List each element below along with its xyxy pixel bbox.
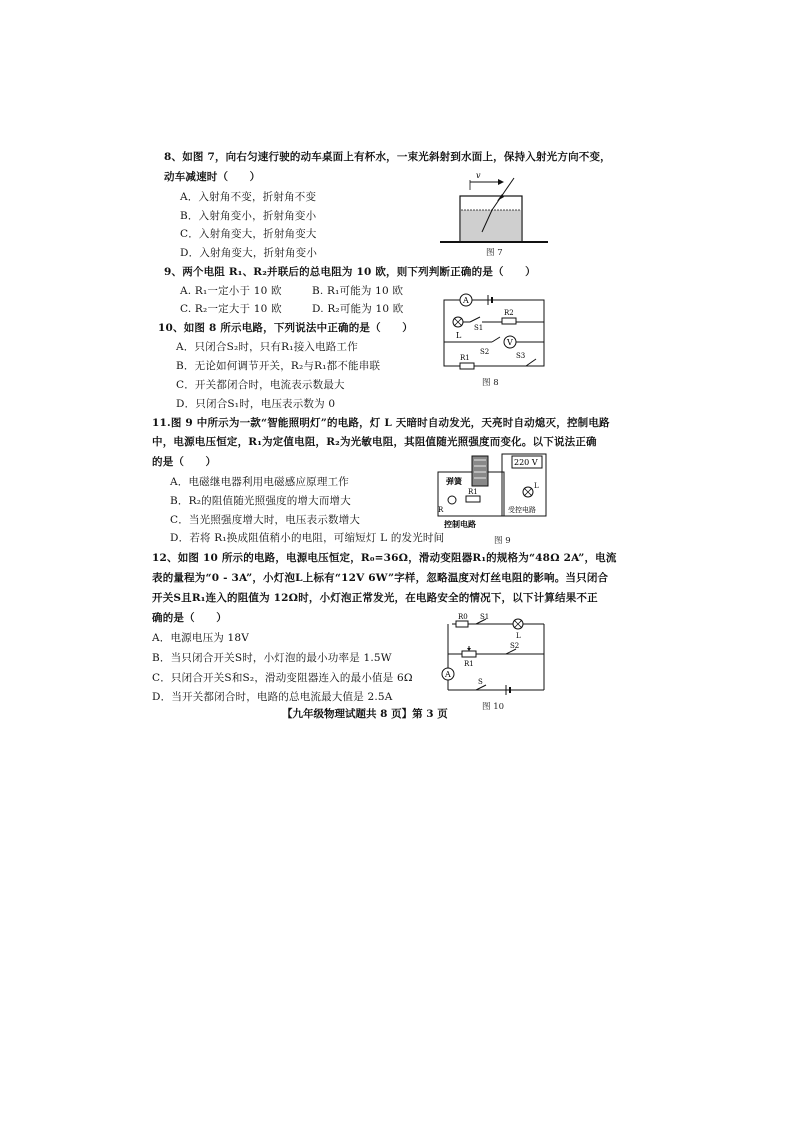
q8-option-a: A．入射角不变，折射角不变 — [180, 191, 317, 203]
q12-stem-line4: 确的是（ ） — [152, 612, 227, 624]
q10-stem: 10、如图 8 所示电路，下列说法中正确的是（ ） — [158, 322, 413, 334]
page-footer: 【九年级物理试题共 8 页】第 3 页 — [282, 708, 448, 720]
fig8-s3-label: S3 — [516, 352, 526, 360]
fig8-lamp-label: L — [456, 331, 462, 340]
q9-option-a: A. R₁一定小于 10 欧 — [180, 285, 282, 297]
figure-8-circuit — [440, 292, 552, 372]
q12-stem-line2: 表的量程为“0 - 3A”，小灯泡L上标有“12V 6W”字样，忽略温度对灯丝电阻的影响。当只闭合 — [152, 572, 609, 584]
fig8-s1-label: S1 — [474, 324, 484, 332]
fig8-ammeter-label: A — [463, 296, 469, 305]
q11-option-d: D．若将 R₁换成阻值稍小的电阻，可缩短灯 L 的发光时间 — [170, 532, 445, 544]
fig9-lamp-label: L — [534, 482, 539, 490]
q12-option-b: B．当只闭合开关S时，小灯泡的最小功率是 1.5W — [152, 652, 392, 664]
fig9-r1-label: R1 — [468, 488, 478, 496]
fig9-control-label: 控制电路 — [444, 519, 476, 529]
q11-option-b: B．R₂的阻值随光照强度的增大而增大 — [170, 495, 351, 507]
fig9-r2-label: R — [438, 506, 444, 514]
fig10-r1-label: R1 — [464, 660, 474, 668]
q10-option-c: C．开关都闭合时，电流表示数最大 — [176, 379, 345, 391]
fig10-lamp-label: L — [516, 632, 521, 640]
figure-7-cup-diagram — [440, 170, 550, 250]
q10-option-b: B．无论如何调节开关，R₂与R₁都不能串联 — [176, 360, 381, 372]
fig8-voltmeter-label: V — [507, 338, 513, 347]
fig8-r1-label: R1 — [460, 354, 470, 362]
q9-option-b: B. R₁可能为 10 欧 — [312, 285, 404, 297]
fig8-caption: 图 8 — [482, 378, 499, 388]
fig10-s-label: S — [478, 678, 483, 686]
q11-stem-line2: 中，电源电压恒定，R₁为定值电阻，R₂为光敏电阻，其阻值随光照强度而变化。以下说法正确 — [152, 436, 597, 448]
q12-option-d: D．当开关都闭合时，电路的总电流最大值是 2.5A — [152, 691, 393, 703]
fig8-r2-label: R2 — [504, 309, 514, 317]
q12-stem-line1: 12、如图 10 所示的电路，电源电压恒定，R₀=36Ω，滑动变阻器R₁的规格为“48Ω 2A”，电流 — [152, 552, 617, 564]
q9-option-d: D. R₂可能为 10 欧 — [312, 303, 404, 315]
q8-option-d: D．入射角变大，折射角变小 — [180, 247, 318, 259]
q10-option-d: D．只闭合S₁时，电压表示数为 0 — [176, 398, 336, 410]
fig9-spring-label: 弹簧 — [446, 476, 462, 486]
q8-option-c: C．入射角变大，折射角变大 — [180, 228, 317, 240]
fig7-velocity-label: v — [476, 171, 481, 180]
fig9-caption: 图 9 — [494, 536, 511, 546]
q8-option-b: B．入射角变小，折射角变小 — [180, 210, 317, 222]
fig7-caption: 图 7 — [486, 248, 503, 258]
q9-stem: 9、两个电阻 R₁、R₂并联后的总电阻为 10 欧，则下列判断正确的是（ ） — [164, 266, 536, 278]
fig10-caption: 图 10 — [482, 702, 505, 712]
q11-option-a: A．电磁继电器利用电磁感应原理工作 — [170, 476, 349, 488]
fig8-s2-label: S2 — [480, 348, 490, 356]
q9-option-c: C. R₂一定大于 10 欧 — [180, 303, 282, 315]
q11-stem-line3: 的是（ ） — [152, 456, 217, 468]
q11-option-c: C．当光照强度增大时，电压表示数增大 — [170, 514, 361, 526]
fig10-r0-label: R0 — [458, 613, 468, 621]
figure-10-circuit — [436, 613, 548, 696]
q8-stem-line2: 动车减速时（ ） — [164, 171, 261, 183]
fig10-s2-label: S2 — [510, 642, 520, 650]
q12-stem-line3: 开关S且R₁连入的阻值为 12Ω时，小灯泡正常发光，在电路安全的情况下，以下计算结果不正 — [152, 592, 598, 604]
fig9-controlled-label: 受控电路 — [508, 506, 536, 514]
q8-stem-line1: 8、如图 7，向右匀速行驶的动车桌面上有杯水，一束光斜射到水面上，保持入射光方向不变， — [164, 151, 611, 163]
q11-stem-line1: 11.图 9 中所示为一款“智能照明灯”的电路，灯 L 天暗时自动发光，天亮时自动熄灭，控制电路 — [152, 417, 610, 429]
fig9-voltage-label: 220 V — [514, 458, 538, 467]
fig10-s1-label: S1 — [480, 613, 490, 621]
q12-option-a: A．电源电压为 18V — [152, 632, 250, 644]
fig10-ammeter-label: A — [445, 670, 451, 679]
figure-9-smart-light-circuit — [436, 452, 552, 532]
q12-option-c: C．只闭合开关S和S₂，滑动变阻器连入的最小值是 6Ω — [152, 672, 413, 684]
q10-option-a: A．只闭合S₂时，只有R₁接入电路工作 — [176, 341, 358, 353]
